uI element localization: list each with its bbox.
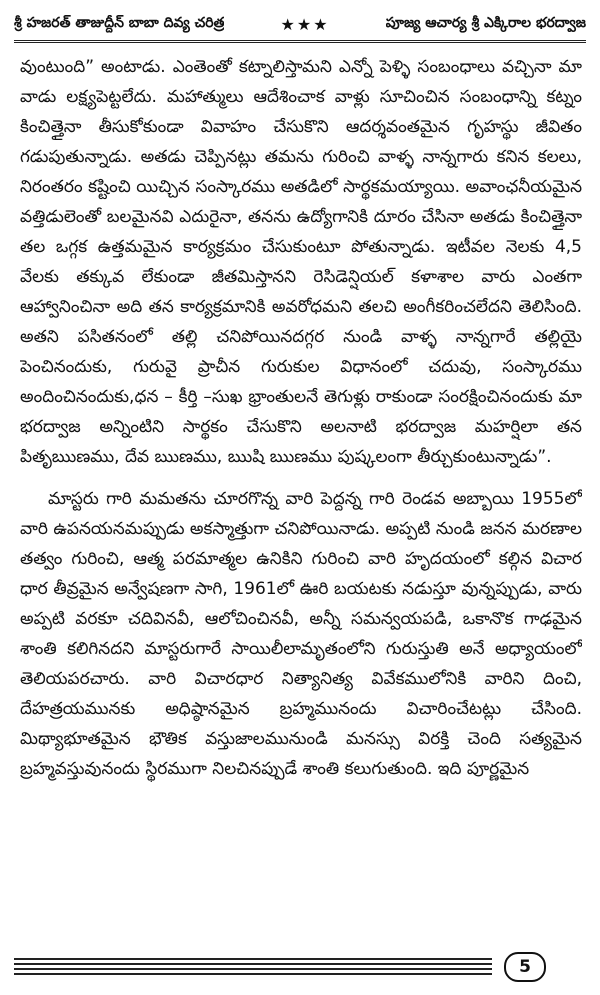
- header-book-title: శ్రీ హజరత్ తాజుద్దీన్ బాబా దివ్య చరిత్ర: [14, 14, 225, 31]
- footer-rules: [14, 958, 492, 978]
- paragraph-1: వుంటుంది” అంటాడు. ఎంతెంతో కట్నాలిస్తామని ఎన్నో పెళ్ళి సంబంధాలు వచ్చినా మా వాడు లక్ష్యపెట్టలేదు. మహాత్ములు ఆదేశించాక వాళ్లు సూచించిన సంబంధాన్ని కట్నం కించిత్తైనా తీసుకోకుండా వివాహం చేసుకొని ఆదర్శవంతమైన గృహస్థు జీవితం గడుపుతున్నాడు. అతడు చెప్పినట్లు తమను గురించి వాళ్ళ నాన్నగారు కనిన కలలు, నిరంతరం కష్టించి యిచ్చిన సంస్కారము అతడిలో సార్థకమయ్యాయి. అవాంఛనీయమైన వత్తిడులెంతో బలమైనవి ఎదురైనా, తనను ఉద్యోగానికి దూరం చేసినా అతడు కించిత్తైనా తల ఒగ్గక ఉత్తమమైన కార్యక్రమం చేసుకుంటూ పోతున్నాడు. ఇటీవల నెలకు 4,5 వేలకు తక్కువ లేకుండా జీతమిస్తానని రెసిడెన్షియల్ కళాశాల వారు ఎంతగా ఆహ్వానించినా అది తన కార్యక్రమానికి అవరోధమని తలచి అంగీకరించలేదని తెలిసింది. అతని పసితనంలో తల్లి చనిపోయినదగ్గర నుండి వాళ్ళ నాన్నగారే తల్లియై పెంచినందుకు, గురువై ప్రాచీన గురుకుల విధానంలో చదువు, సంస్కారము అందించినందుకు,ధన – కీర్తి –సుఖ భ్రాంతులనే తెగుళ్లు రాకుండా సంరక్షించినందుకు మా భరద్వాజ అన్నింటిని సార్థకం చేసుకొని అలనాటి భరద్వాజ మహర్షిలా తన పితృఋణము, దేవ ఋణము, ఋషి ఋణము పుష్కలంగా తీర్చుకుంటున్నాడు”.: [20, 57, 582, 467]
- running-header: [14, 8, 586, 43]
- header-stars: ★★★: [280, 14, 330, 34]
- paragraph-2: మాస్టరు గారి మమతను చూరగొన్న వారి పెద్దన్న గారి రెండవ అబ్బాయి 1955లో వారి ఉపనయనమప్పుడు అకస్మాత్తుగా చనిపోయినాడు. అప్పటి నుండి జనన మరణాల తత్వం గురించి, ఆత్మ పరమాత్మల ఉనికిని గురించి వారి హృదయంలో కల్గిన విచార ధార తీవ్రమైన అన్వేషణగా సాగి, 1961లో ఊరి బయటకు నడుస్తూ వున్నప్పుడు, వారు అప్పటి వరకూ చదివినవీ, ఆలోచించినవీ, అన్నీ సమన్వయపడి, ఒకానొక గాఢమైన శాంతి కలిగినదని మాస్టరుగారే సాయిలీలామృతంలోని గురుస్తుతి అనే అధ్యాయంలో తెలియపరచారు. వారి విచారధార నిత్యానిత్య వివేకములోనికి వారిని దించి, దేహత్రయమునకు అధిష్ఠానమైన బ్రహ్మమునందు విచారించేటట్లు చేసింది. మిథ్యాభూతమైన భౌతిక వస్తుజాలమునుండి మనస్సు విరక్తి చెంది సత్యమైన బ్రహ్మవస్తువునందు స్థిరముగా నిలచినప్పుడే శాంతి కలుగుతుంది. ఇది పూర్ణమైన: [20, 489, 582, 779]
- page-number: 5: [504, 952, 546, 982]
- page-footer: [14, 950, 586, 986]
- header-author: పూజ్య ఆచార్య శ్రీ ఎక్కిరాల భరద్వాజ: [385, 14, 586, 31]
- page-body: [20, 52, 582, 930]
